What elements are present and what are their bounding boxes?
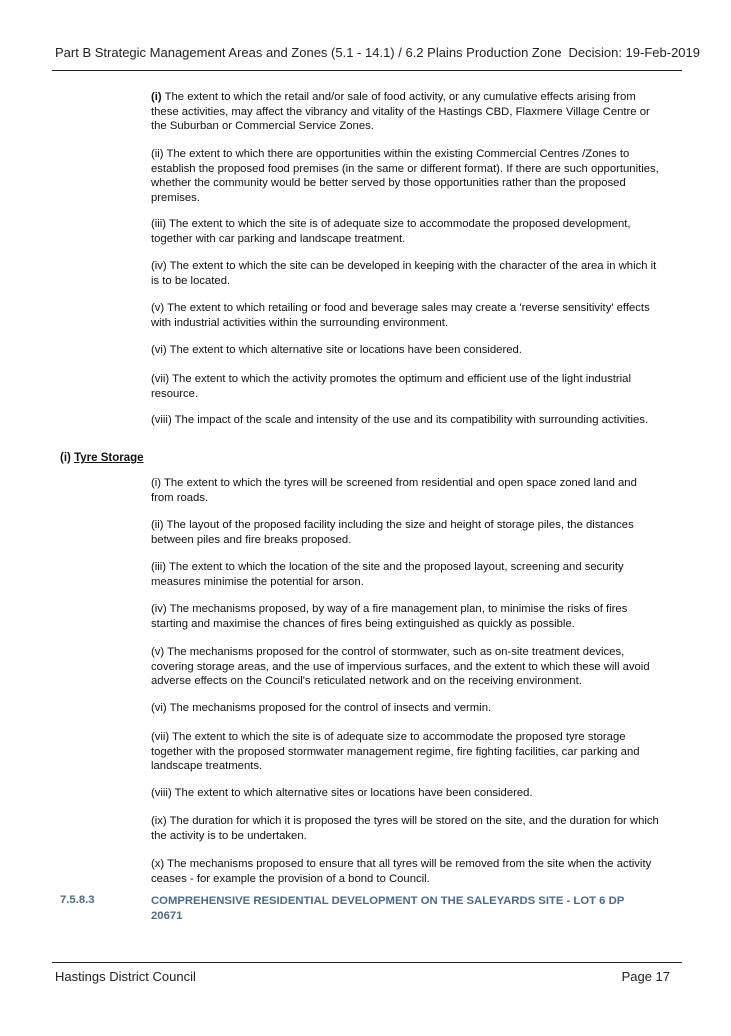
criterion-text: The extent to which retailing or food and beverage sales may create a 'reverse sensitivity' effects with industrial activities within the surrounding environment. bbox=[151, 302, 650, 329]
criterion-text: The extent to which the tyres will be screened from residential and open space zoned land and from roads. bbox=[151, 477, 637, 504]
criterion-text: The mechanisms proposed for the control of stormwater, such as on-site treatment devices, covering storage areas, and the use of impervious surfaces, and the extent to which these will avoid adverse effects on the Council's reticulated network and on the receiving environment. bbox=[151, 646, 650, 687]
criterion-a-3 bbox=[151, 217, 661, 246]
criterion-number: (ii) bbox=[151, 519, 164, 531]
criterion-a-6 bbox=[151, 343, 661, 358]
subheading-number: (i) bbox=[60, 452, 71, 464]
criterion-text: The extent to which alternative site or locations have been considered. bbox=[169, 344, 522, 356]
criterion-number: (iii) bbox=[151, 561, 167, 573]
criterion-text: The extent to which the location of the site and the proposed layout, screening and security measures minimise the potential for arson. bbox=[151, 561, 624, 588]
criterion-text: The mechanisms proposed for the control of insects and vermin. bbox=[169, 702, 492, 714]
criterion-number: (ix) bbox=[151, 815, 167, 827]
criterion-number: (i) bbox=[151, 477, 162, 489]
criterion-number: (vi) bbox=[151, 344, 167, 356]
criterion-a-4 bbox=[151, 259, 661, 288]
criterion-b-5 bbox=[151, 645, 661, 689]
criterion-text: The layout of the proposed facility including the size and height of storage piles, the distances between piles and fire breaks proposed. bbox=[151, 519, 634, 546]
criterion-number: (v) bbox=[151, 646, 165, 658]
criterion-a-5 bbox=[151, 301, 661, 330]
criterion-text: The duration for which it is proposed the tyres will be stored on the site, and the duration for which the activity is to be undertaken. bbox=[151, 815, 659, 842]
footer-page-number: Page 17 bbox=[621, 969, 670, 984]
criterion-text: The extent to which alternative sites or locations have been considered. bbox=[174, 787, 533, 799]
criterion-text: The extent to which the activity promotes the optimum and efficient use of the light industrial resource. bbox=[151, 373, 631, 400]
criterion-number: (viii) bbox=[151, 787, 172, 799]
criterion-b-2 bbox=[151, 518, 661, 547]
criterion-text: The mechanisms proposed to ensure that all tyres will be removed from the site when the activity ceases - for example the provision of a bond to Council. bbox=[151, 858, 652, 885]
criterion-b-1 bbox=[151, 476, 661, 505]
section-number: 7.5.8.3 bbox=[60, 894, 95, 906]
criterion-number: (iii) bbox=[151, 218, 167, 230]
criterion-a-7 bbox=[151, 372, 661, 401]
header-title: Part B Strategic Management Areas and Zones (5.1 - 14.1) / 6.2 Plains Production Zone bbox=[55, 45, 562, 60]
criterion-a-8 bbox=[151, 413, 661, 428]
criterion-text: The impact of the scale and intensity of the use and its compatibility with surrounding activities. bbox=[174, 414, 649, 426]
criterion-text: The extent to which the site can be developed in keeping with the character of the area in which it is to be located. bbox=[151, 260, 657, 287]
criterion-b-8 bbox=[151, 786, 661, 801]
criterion-text: The mechanisms proposed, by way of a fire management plan, to minimise the risks of fires starting and maximise the chances of fires being extinguished as quickly as possible. bbox=[151, 603, 628, 630]
criterion-number: (viii) bbox=[151, 414, 172, 426]
criterion-number: (vii) bbox=[151, 373, 170, 385]
header-decision-date: Decision: 19-Feb-2019 bbox=[568, 45, 700, 60]
page-footer bbox=[55, 969, 670, 984]
criterion-b-9 bbox=[151, 814, 661, 843]
tyre-storage-heading bbox=[60, 452, 144, 464]
criterion-number: (v) bbox=[151, 302, 165, 314]
criterion-a-1 bbox=[151, 90, 661, 134]
criterion-number: (i) bbox=[151, 91, 162, 103]
criterion-number: (iv) bbox=[151, 603, 167, 615]
footer-council-name: Hastings District Council bbox=[55, 969, 196, 984]
footer-divider bbox=[52, 962, 682, 963]
section-title: COMPREHENSIVE RESIDENTIAL DEVELOPMENT ON THE SALEYARDS SITE - LOT 6 DP 20671 bbox=[151, 895, 625, 922]
criterion-b-10 bbox=[151, 857, 661, 886]
criterion-number: (ii) bbox=[151, 148, 164, 160]
criterion-text: The extent to which the retail and/or sale of food activity, or any cumulative effects arising from these activities, may affect the vibrancy and vitality of the Hastings CBD, Flaxmere Village Centre or the Suburban or Commercial Service Zones. bbox=[151, 91, 650, 132]
criterion-number: (iv) bbox=[151, 260, 167, 272]
criterion-b-4 bbox=[151, 602, 661, 631]
criterion-text: The extent to which the site is of adequate size to accommodate the proposed tyre storage together with the proposed stormwater management regime, fire fighting facilities, car parking and landscape treatments. bbox=[151, 731, 640, 772]
criterion-b-3 bbox=[151, 560, 661, 589]
criterion-text: The extent to which there are opportunities within the existing Commercial Centres /Zones to establish the proposed food premises (in the same or different format). If there are such opportunities, whether the community would be better served by those opportunities rather than the proposed premises. bbox=[151, 148, 659, 204]
criterion-number: (vii) bbox=[151, 731, 170, 743]
page-header bbox=[55, 45, 700, 60]
criterion-number: (x) bbox=[151, 858, 165, 870]
header-divider bbox=[52, 70, 682, 71]
criterion-b-6 bbox=[151, 701, 661, 716]
criterion-text: The extent to which the site is of adequate size to accommodate the proposed development, together with car parking and landscape treatment. bbox=[151, 218, 631, 245]
criterion-number: (vi) bbox=[151, 702, 167, 714]
criterion-a-2 bbox=[151, 147, 661, 205]
criterion-b-7 bbox=[151, 730, 661, 774]
subheading-title: Tyre Storage bbox=[74, 452, 144, 464]
